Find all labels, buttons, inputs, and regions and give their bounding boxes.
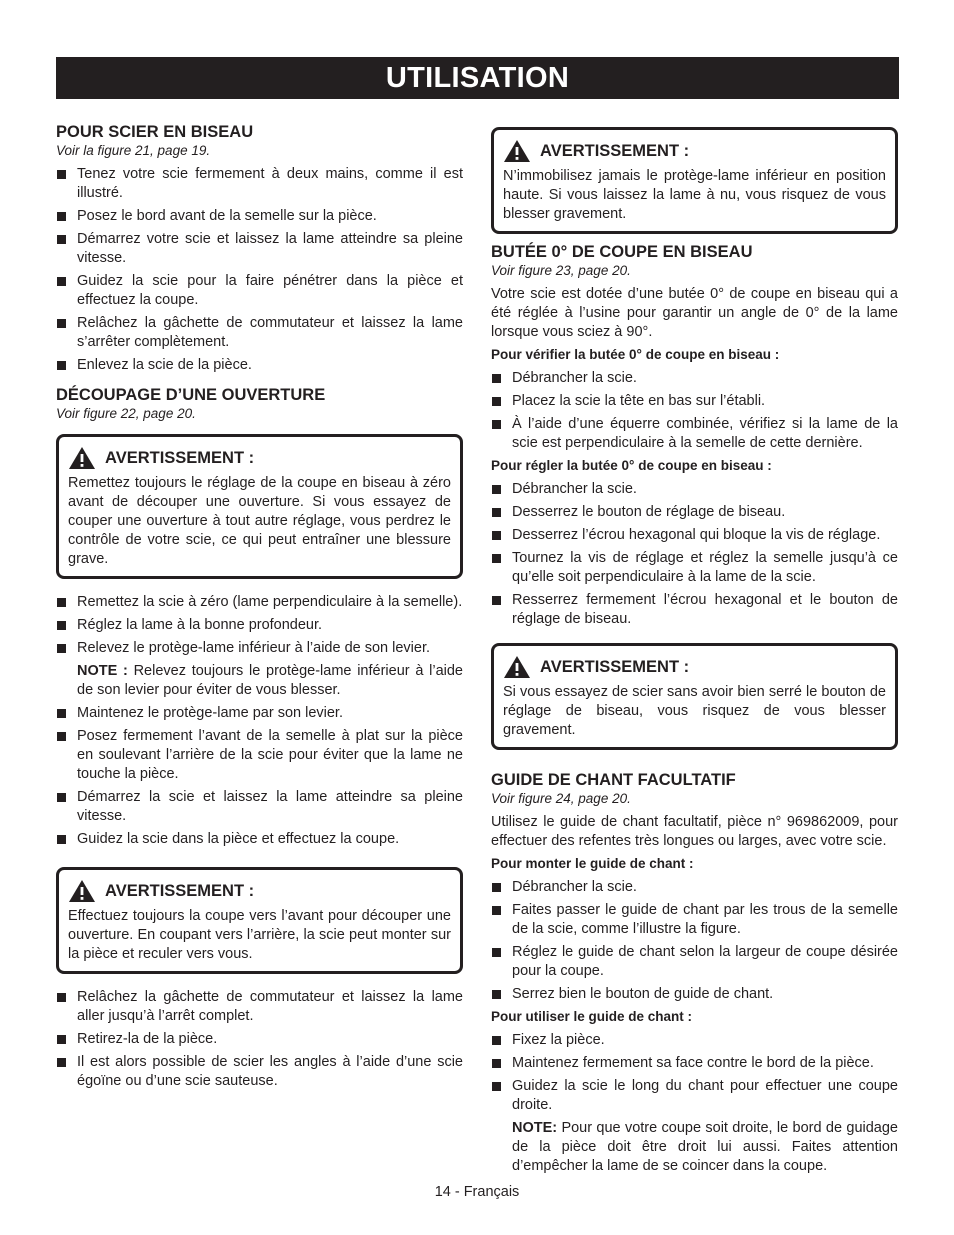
warning-title: AVERTISSEMENT : (540, 657, 690, 676)
list-item: Relevez le protège-lame inférieur à l’aide de son levier. (56, 639, 463, 658)
note-text: Pour que votre coupe soit droite, le bord de guidage de la pièce doit être droit lui aussi. Faites attention d’empêcher la lame de se coincer dans la coupe. (512, 1120, 898, 1174)
opening-steps-list (56, 593, 463, 658)
list-item: Serrez bien le bouton de guide de chant. (491, 985, 898, 1004)
list-item: Enlevez la scie de la pièce. (56, 356, 463, 375)
bevel-steps-list (56, 165, 463, 375)
adjust-steps-list (491, 480, 898, 629)
list-item: À l’aide d’une équerre combinée, vérifiez si la lame de la scie est perpendiculaire à la semelle de cette dernière. (491, 415, 898, 453)
list-item: Démarrez la scie et laissez la lame atteindre sa pleine vitesse. (56, 788, 463, 826)
list-item: Retirez-la de la pièce. (56, 1030, 463, 1049)
warning-title: AVERTISSEMENT : (540, 141, 690, 160)
list-item: Relâchez la gâchette de commutateur et laissez la lame aller jusqu’à l’arrêt complet. (56, 988, 463, 1026)
warning-box (491, 127, 898, 234)
section-banner: UTILISATION (56, 57, 899, 99)
note-text: Relevez toujours le protège-lame inférieur à l’aide de son levier pour éviter de vous blesser. (77, 663, 463, 698)
list-item: Fixez la pièce. (491, 1031, 898, 1050)
note (56, 662, 463, 700)
warning-title: AVERTISSEMENT : (105, 448, 255, 467)
check-steps-list (491, 369, 898, 453)
list-item: Remettez la scie à zéro (lame perpendiculaire à la semelle). (56, 593, 463, 612)
list-item: Débrancher la scie. (491, 878, 898, 897)
use-steps-list (491, 1031, 898, 1115)
list-item: Posez le bord avant de la semelle sur la pièce. (56, 207, 463, 226)
warning-title: AVERTISSEMENT : (105, 881, 255, 900)
list-item: Guidez la scie le long du chant pour effectuer une coupe droite. (491, 1077, 898, 1115)
section-title-opening: DÉCOUPAGE D’UNE OUVERTURE (56, 386, 326, 404)
section-title-bevel-stop: BUTÉE 0° DE COUPE EN BISEAU (491, 243, 753, 261)
warning-triangle-icon (68, 879, 96, 903)
list-item: Tournez la vis de réglage et réglez la semelle jusqu’à ce qu’elle soit perpendiculaire à la lame de la scie. (491, 549, 898, 587)
warning-text: Remettez toujours le réglage de la coupe en biseau à zéro avant de découper une ouverture. Si vous essayez de couper une ouverture à tout autre réglage, vous perdrez le contrôle de votre scie, ce qui peut entraîner une blessure grave. (68, 475, 451, 567)
list-item: Réglez la lame à la bonne profondeur. (56, 616, 463, 635)
warning-box (56, 434, 463, 579)
figure-reference: Voir figure 22, page 20. (56, 406, 196, 421)
list-item: Démarrez votre scie et laissez la lame atteindre sa pleine vitesse. (56, 230, 463, 268)
subheading: Pour monter le guide de chant : (491, 856, 694, 871)
list-item: Débrancher la scie. (491, 369, 898, 388)
section-title-bevel: POUR SCIER EN BISEAU (56, 123, 254, 141)
note-label: NOTE : (77, 663, 128, 679)
warning-box (491, 643, 898, 750)
note (491, 1119, 898, 1176)
warning-header (68, 879, 451, 903)
left-column (56, 122, 463, 1095)
list-item: Placez la scie la tête en bas sur l’établi. (491, 392, 898, 411)
subheading: Pour utiliser le guide de chant : (491, 1009, 693, 1024)
list-item: Tenez votre scie fermement à deux mains, comme il est illustré. (56, 165, 463, 203)
opening-steps-list-continued (56, 704, 463, 849)
mount-steps-list (491, 878, 898, 1004)
warning-box (56, 867, 463, 974)
subheading: Pour régler la butée 0° de coupe en biseau : (491, 458, 772, 473)
warning-text: Effectuez toujours la coupe vers l’avant pour découper une ouverture. En coupant vers l’arrière, la scie peut monter sur la pièce et reculer vers vous. (68, 908, 451, 962)
list-item: Réglez le guide de chant selon la largeur de coupe désirée pour la coupe. (491, 943, 898, 981)
warning-header (503, 139, 886, 163)
list-item: Faites passer le guide de chant par les trous de la semelle de la scie, comme l’illustre la figure. (491, 901, 898, 939)
warning-header (503, 655, 886, 679)
warning-text: N’immobilisez jamais le protège-lame inférieur en position haute. Si vous laissez la lame à nu, vous risquez de vous blesser gravement. (503, 168, 886, 222)
list-item: Il est alors possible de scier les angles à l’aide d’une scie égoïne ou d’une scie sauteuse. (56, 1053, 463, 1091)
subheading: Pour vérifier la butée 0° de coupe en biseau : (491, 347, 780, 362)
warning-text: Si vous essayez de scier sans avoir bien serré le bouton de réglage de biseau, vous risquez de vous blesser gravement. (503, 684, 886, 738)
paragraph: Votre scie est dotée d’une butée 0° de coupe en biseau qui a été réglée à l’usine pour garantir un angle de 0° de la lame lorsque vous sciez à 90°. (491, 286, 898, 340)
paragraph: Utilisez le guide de chant facultatif, pièce n° 969862009, pour effectuer des refentes très longues ou larges, avec votre scie. (491, 814, 898, 849)
opening-final-steps-list (56, 988, 463, 1091)
list-item: Maintenez le protège-lame par son levier. (56, 704, 463, 723)
list-item: Desserrez le bouton de réglage de biseau. (491, 503, 898, 522)
right-column (491, 127, 898, 1180)
list-item: Relâchez la gâchette de commutateur et laissez la lame s’arrêter complètement. (56, 314, 463, 352)
list-item: Desserrez l’écrou hexagonal qui bloque la vis de réglage. (491, 526, 898, 545)
figure-reference: Voir la figure 21, page 19. (56, 143, 211, 158)
page-footer: 14 - Français (434, 1184, 520, 1200)
list-item: Maintenez fermement sa face contre le bord de la pièce. (491, 1054, 898, 1073)
warning-header (68, 446, 451, 470)
warning-triangle-icon (503, 655, 531, 679)
warning-triangle-icon (503, 139, 531, 163)
note-label: NOTE: (512, 1120, 558, 1136)
list-item: Resserrez fermement l’écrou hexagonal et le bouton de réglage de biseau. (491, 591, 898, 629)
list-item: Posez fermement l’avant de la semelle à plat sur la pièce en soulevant l’arrière de la scie pour éviter que la lame ne touche la pièce. (56, 727, 463, 784)
figure-reference: Voir figure 23, page 20. (491, 263, 631, 278)
list-item: Guidez la scie dans la pièce et effectuez la coupe. (56, 830, 463, 849)
list-item: Débrancher la scie. (491, 480, 898, 499)
figure-reference: Voir figure 24, page 20. (491, 791, 631, 806)
list-item: Guidez la scie pour la faire pénétrer dans la pièce et effectuez la coupe. (56, 272, 463, 310)
section-title-rip-fence: GUIDE DE CHANT FACULTATIF (491, 771, 736, 789)
warning-triangle-icon (68, 446, 96, 470)
